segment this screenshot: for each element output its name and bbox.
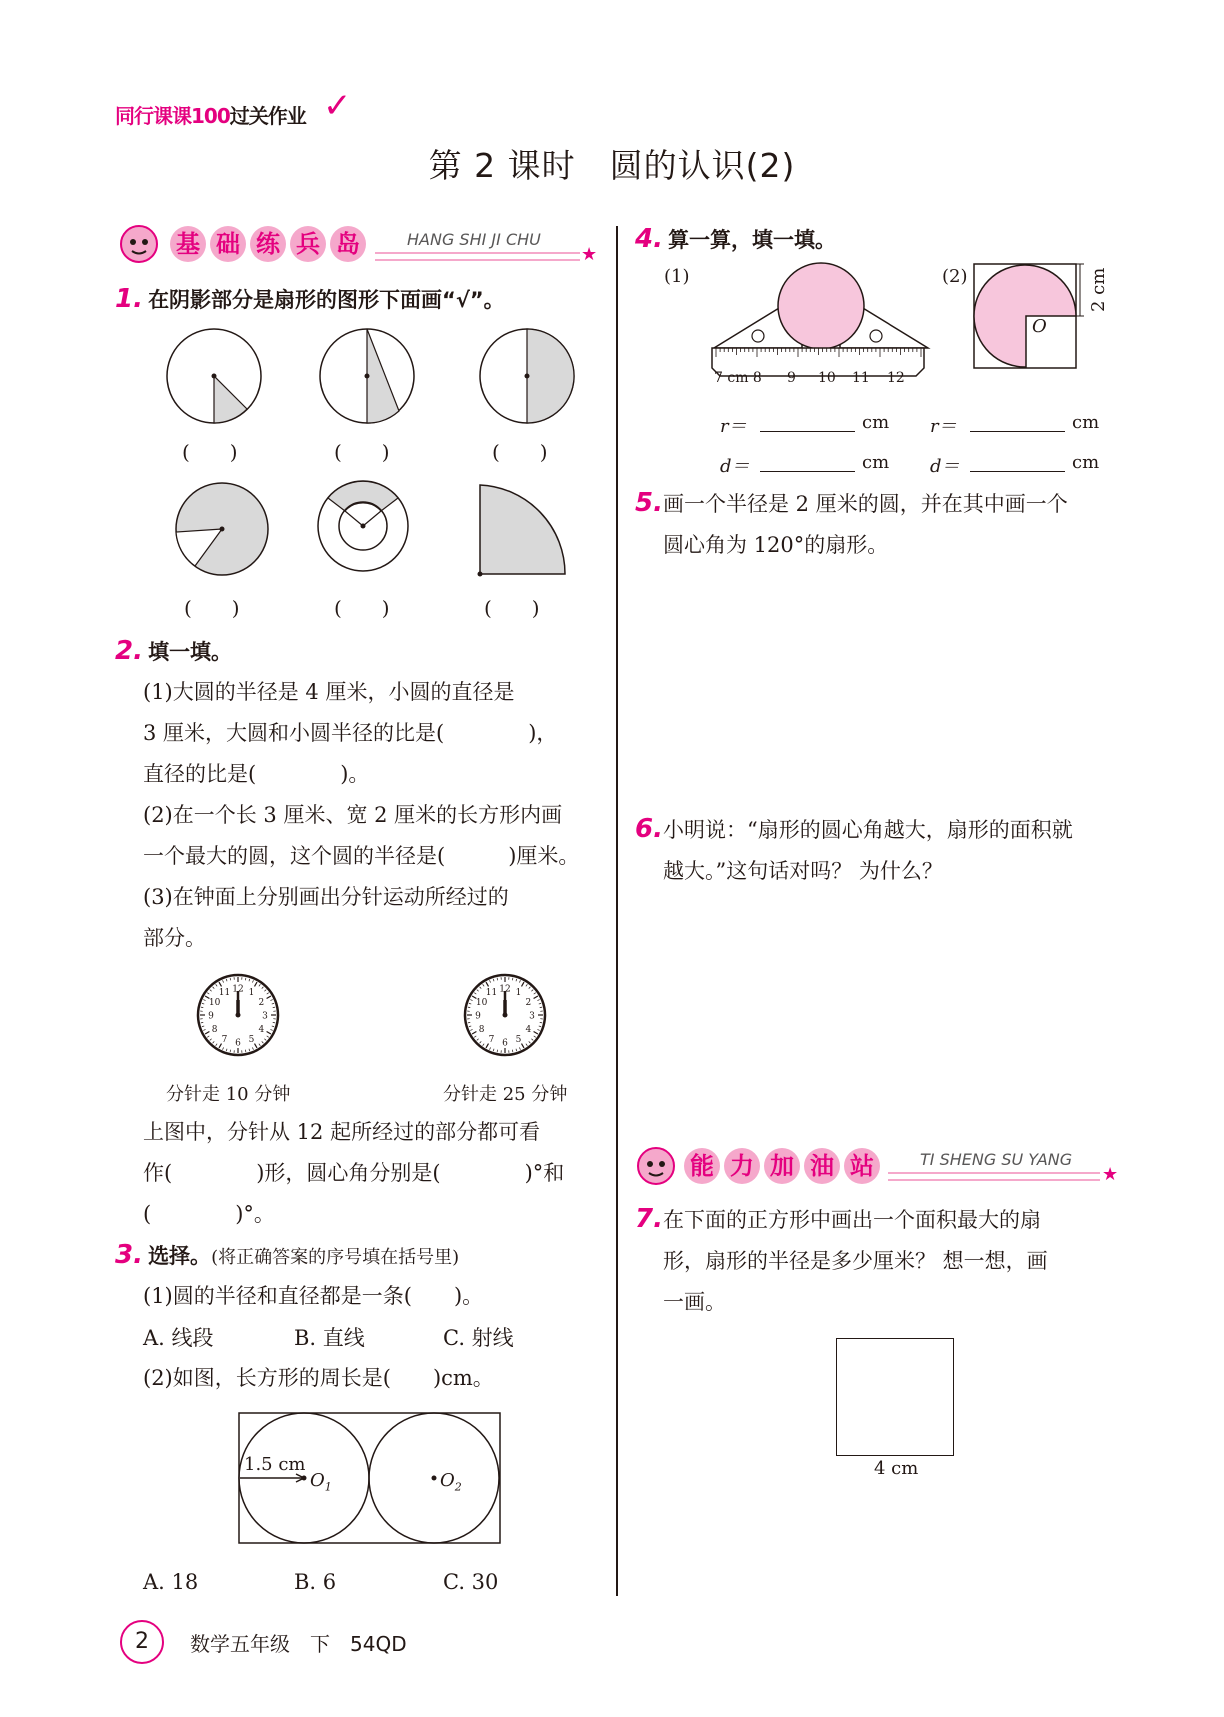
q1-answer-3[interactable]: ( ) [492, 440, 548, 464]
q3-title: 选择。 [148, 1244, 212, 1268]
q6-answer-area[interactable] [660, 900, 1110, 1120]
q3-p1: (1)圆的半径和直径都是一条( )。 [143, 1284, 484, 1308]
clock-number: 2 [258, 998, 265, 1008]
figure-circle-4 [176, 483, 268, 575]
figure-quarter-6 [478, 485, 566, 577]
clock-label-1: 分针走 10 分钟 [166, 1084, 291, 1105]
q2-after-line: ( )°。 [143, 1202, 275, 1226]
clock-number: 4 [525, 1025, 532, 1035]
q1-header [115, 280, 505, 321]
clock-face-1[interactable] [193, 970, 283, 1060]
q1-answer-1[interactable]: ( ) [182, 440, 238, 464]
q4-d1-blank[interactable] [760, 471, 855, 472]
clock-number: 12 [499, 984, 511, 995]
clock-number: 6 [502, 1038, 508, 1049]
q3-p2-option-a[interactable]: A. 18 [143, 1570, 199, 1594]
q3-header [115, 1236, 459, 1277]
footer-text: 数学五年级 下 54QD [190, 1632, 407, 1656]
clock-number: 8 [478, 1025, 485, 1035]
q5-drawing-area[interactable] [660, 570, 1110, 790]
q4-label-1: (1) [664, 266, 690, 287]
q2-after-line: 上图中，分针从 12 起所经过的部分都可看 [143, 1120, 541, 1144]
q4-d2-unit: cm [1072, 452, 1100, 473]
q1-answer-2[interactable]: ( ) [334, 440, 390, 464]
q4-d1-label: d＝ [720, 456, 750, 477]
brand-logo [115, 86, 351, 129]
q3-p1-option-c[interactable]: C. 射线 [443, 1326, 514, 1350]
q4-d1-unit: cm [862, 452, 890, 473]
clock-number: 3 [262, 1011, 268, 1022]
clock-number: 5 [248, 1034, 255, 1045]
q2-title: 填一填。 [148, 640, 233, 664]
clock-center [236, 1013, 241, 1018]
q3-p1-option-b[interactable]: B. 直线 [294, 1326, 365, 1350]
section-ability-title: 能 力 加 油 站 [684, 1148, 884, 1184]
q2-line: 3 厘米，大圆和小圆半径的比是( )， [143, 721, 558, 745]
clock-number: 10 [475, 998, 488, 1008]
clock-number: 9 [475, 1011, 481, 1022]
check-icon: ✓ [323, 86, 351, 126]
q7-line: 一画。 [663, 1290, 726, 1314]
q7-square[interactable] [836, 1338, 954, 1456]
q7-line: 形，扇形的半径是多少厘米？ 想一想，画 [663, 1249, 1048, 1273]
brand-name: 同行课课100 [115, 104, 230, 128]
q6-line: 小明说：“扇形的圆心角越大，扇形的面积就 [663, 818, 1073, 842]
mascot-icon [115, 222, 165, 266]
figure-ring-5 [318, 481, 408, 571]
section-basic-pinyin: HANG SHI JI CHU [407, 230, 541, 249]
q3-o1-label: $O_1$ [310, 1470, 332, 1494]
clock-number: 6 [235, 1038, 241, 1049]
q2-line: 一个最大的圆，这个圆的半径是( )厘米。 [143, 844, 580, 868]
clock-number: 3 [529, 1011, 535, 1022]
q3-rectangle-figure [238, 1412, 508, 1547]
q4-d2-blank[interactable] [970, 471, 1065, 472]
q6-block [635, 810, 1115, 892]
ruler-label-10: 10 [818, 370, 836, 386]
clock-number: 11 [485, 988, 498, 999]
clock-number: 1 [515, 988, 522, 999]
q2-line: 部分。 [143, 926, 206, 950]
section-ability-pinyin: TI SHENG SU YANG [920, 1150, 1073, 1169]
q3-note: (将正确答案的序号填在括号里) [211, 1247, 460, 1268]
clock-number: 5 [515, 1034, 522, 1045]
figure-circle-1 [167, 329, 261, 423]
section-basic-title: 基 础 练 兵 岛 [170, 226, 370, 262]
q6-line: 越大。”这句话对吗？ 为什么？ [663, 859, 943, 883]
q7-block [635, 1200, 1115, 1323]
q7-number: 7. [635, 1204, 663, 1234]
q2-number: 2. [115, 636, 143, 666]
q3-p1-option-a[interactable]: A. 线段 [143, 1326, 214, 1350]
q1-answer-4[interactable]: ( ) [184, 596, 240, 620]
clock-number: 9 [208, 1011, 214, 1022]
q4-header [635, 220, 836, 261]
q3-number: 3. [115, 1240, 143, 1270]
q2-line: (1)大圆的半径是 4 厘米，小圆的直径是 [143, 680, 515, 704]
figure-circle-3 [480, 329, 574, 423]
q4-r2-unit: cm [1072, 412, 1100, 433]
clock-number: 1 [248, 988, 255, 999]
q7-line: 在下面的正方形中画出一个面积最大的扇 [663, 1208, 1041, 1232]
q1-text: 在阴影部分是扇形的图形下面画“√”。 [148, 288, 505, 312]
q3-p2-option-c[interactable]: C. 30 [443, 1570, 499, 1594]
q2-body [143, 672, 613, 959]
q5-line: 画一个半径是 2 厘米的圆，并在其中画一个 [663, 492, 1068, 516]
ruler-label-9: 9 [787, 370, 796, 386]
q1-answer-5[interactable]: ( ) [334, 596, 390, 620]
q4-title: 算一算，填一填。 [668, 228, 837, 252]
clock-number: 11 [218, 988, 231, 999]
q7-dim: 4 cm [874, 1458, 919, 1479]
star-icon: ★ [1102, 1164, 1119, 1185]
q1-answer-6[interactable]: ( ) [484, 596, 540, 620]
clock-number: 12 [232, 984, 244, 995]
q5-line: 圆心角为 120°的扇形。 [663, 533, 889, 557]
q5-block [635, 484, 1115, 566]
figure-circle-2 [320, 329, 414, 423]
q2-after [143, 1112, 618, 1235]
q2-line: 直径的比是( )。 [143, 762, 370, 786]
star-icon: ★ [581, 244, 598, 265]
page-title: 第 2 课时 圆的认识(2) [428, 146, 796, 185]
q4-r2-label: r＝ [930, 416, 957, 437]
ruler-label-12: 12 [887, 370, 905, 386]
q4-d2-label: d＝ [930, 456, 960, 477]
ruler-label-7-8: 7 cm 8 [714, 370, 762, 386]
clock-number: 4 [258, 1025, 265, 1035]
q2-after-line: 作( )形，圆心角分别是( )°和 [143, 1161, 565, 1185]
clock-label-2: 分针走 25 分钟 [443, 1084, 568, 1105]
q2-line: (2)在一个长 3 厘米、宽 2 厘米的长方形内画 [143, 803, 563, 827]
q3-radius-label: 1.5 cm [244, 1454, 306, 1475]
clock-face-2[interactable] [460, 970, 550, 1060]
clock-number: 10 [208, 998, 221, 1008]
q3-p2-option-b[interactable]: B. 6 [294, 1570, 337, 1594]
q6-number: 6. [635, 814, 663, 844]
q3-o2-label: $O_2$ [440, 1470, 462, 1494]
mascot-icon [632, 1144, 682, 1188]
page-number: 2 [120, 1620, 164, 1664]
clock-number: 7 [221, 1034, 228, 1045]
clock-number: 2 [525, 998, 532, 1008]
q4-r1-blank[interactable] [760, 431, 855, 432]
q4-r2-blank[interactable] [970, 431, 1065, 432]
clock-number: 8 [211, 1025, 218, 1035]
clock-number: 7 [488, 1034, 495, 1045]
q3-p2: (2)如图，长方形的周长是( )cm。 [143, 1366, 494, 1390]
q4-label-2: (2) [942, 266, 968, 287]
q4-fig2-dim: 2 cm [1088, 267, 1109, 312]
q4-r1-label: r＝ [720, 416, 747, 437]
q4-fig2-center: O [1032, 316, 1047, 337]
clock-center [503, 1013, 508, 1018]
q5-number: 5. [635, 488, 663, 518]
q4-number: 4. [635, 224, 663, 254]
brand-suffix: 过关作业 [229, 104, 306, 128]
q2-line: (3)在钟面上分别画出分针运动所经过的 [143, 885, 509, 909]
section-line [888, 1172, 1100, 1181]
q1-number: 1. [115, 284, 143, 314]
ruler-label-11: 11 [852, 370, 870, 386]
q4-r1-unit: cm [862, 412, 890, 433]
q2-header [115, 632, 232, 673]
section-line [375, 252, 580, 261]
